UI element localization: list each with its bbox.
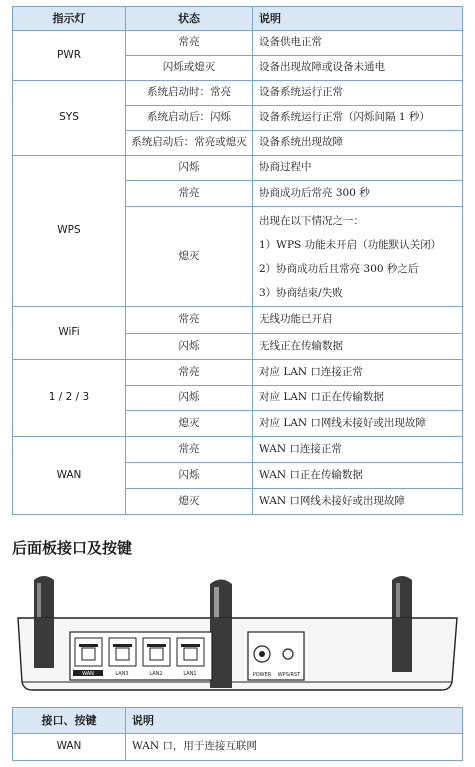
description-cell: 设备系统出现故障 — [253, 131, 463, 156]
state-cell: 闪烁 — [126, 156, 253, 181]
state-cell: 闪烁或熄灭 — [126, 56, 253, 81]
wan-port — [75, 638, 102, 666]
button-label-power: POWER — [252, 672, 272, 678]
state-cell: 闪烁 — [126, 386, 253, 411]
led-indicator-table — [12, 6, 463, 515]
description-cell: WAN 口正在传输数据 — [253, 463, 463, 489]
description-cell: 无线功能已开启 — [253, 307, 463, 334]
port-label-lan3: LAN3 — [115, 671, 129, 677]
port-button-table — [12, 707, 463, 761]
note-line: 出现在以下情况之一： — [259, 214, 364, 227]
state-cell: 常亮 — [126, 437, 253, 463]
description-cell: 协商成功后常亮 300 秒 — [253, 181, 463, 207]
state-cell: 系统启动后：闪烁 — [126, 106, 253, 131]
indicator-wifi: WiFi — [13, 307, 126, 360]
description-cell — [253, 207, 463, 307]
description-cell: 设备出现故障或设备未通电 — [253, 56, 463, 81]
section-title-rear-panel: 后面板接口及按键 — [12, 539, 133, 557]
indicator-pwr: PWR — [13, 31, 126, 81]
table-row — [13, 307, 463, 334]
description-cell: 对应 LAN 口正在传输数据 — [253, 386, 463, 411]
header-state: 状态 — [126, 7, 253, 31]
table-row — [13, 31, 463, 56]
state-cell: 熄灭 — [126, 207, 253, 307]
port-name-cell: WAN — [13, 734, 126, 761]
lan1-port — [177, 638, 204, 666]
state-cell: 常亮 — [126, 31, 253, 56]
lan3-port — [109, 638, 136, 666]
wps-rst-button — [283, 649, 293, 659]
table-row — [13, 437, 463, 463]
state-cell: 常亮 — [126, 181, 253, 207]
state-cell: 系统启动时：常亮 — [126, 81, 253, 106]
state-cell: 闪烁 — [126, 463, 253, 489]
header-port-button: 接口、按键 — [13, 708, 126, 734]
state-cell: 熄灭 — [126, 411, 253, 437]
description-cell: 对应 LAN 口连接正常 — [253, 360, 463, 386]
table-row — [13, 360, 463, 386]
router-rear-panel-illustration — [12, 570, 463, 705]
table-header-row — [13, 708, 463, 734]
state-cell: 常亮 — [126, 360, 253, 386]
port-label-lan1: LAN1 — [183, 671, 197, 677]
description-cell: 无线正在传输数据 — [253, 334, 463, 360]
lan2-port — [143, 638, 170, 666]
indicator-sys: SYS — [13, 81, 126, 156]
state-cell: 熄灭 — [126, 489, 253, 515]
description-cell: WAN 口网线未接好或出现故障 — [253, 489, 463, 515]
indicator-wps: WPS — [13, 156, 126, 307]
table-row — [13, 81, 463, 106]
description-cell: 设备供电正常 — [253, 31, 463, 56]
table-header-row — [13, 7, 463, 31]
header-port-description: 说明 — [126, 708, 463, 734]
button-label-wps-rst: WPS/RST — [277, 672, 301, 678]
indicator-lan: 1 / 2 / 3 — [13, 360, 126, 437]
table-row — [13, 156, 463, 181]
header-description: 说明 — [253, 7, 463, 31]
port-label-wan: WAN — [82, 671, 94, 677]
state-cell: 闪烁 — [126, 334, 253, 360]
note-line: 3）协商结束/失败 — [259, 286, 343, 299]
header-indicator: 指示灯 — [13, 7, 126, 31]
state-cell: 系统启动后：常亮或熄灭 — [126, 131, 253, 156]
note-line: 1）WPS 功能未开启（功能默认关闭） — [259, 238, 442, 251]
description-cell: 设备系统运行正常 — [253, 81, 463, 106]
description-cell: 对应 LAN 口网线未接好或出现故障 — [253, 411, 463, 437]
state-cell: 常亮 — [126, 307, 253, 334]
note-line: 2）协商成功后且常亮 300 秒之后 — [259, 262, 419, 275]
table-row — [13, 734, 463, 761]
indicator-wan: WAN — [13, 437, 126, 515]
description-cell: 设备系统运行正常（闪烁间隔 1 秒） — [253, 106, 463, 131]
port-label-lan2: LAN2 — [149, 671, 163, 677]
description-cell: WAN 口连接正常 — [253, 437, 463, 463]
description-cell: 协商过程中 — [253, 156, 463, 181]
port-description-cell: WAN 口，用于连接互联网 — [126, 734, 463, 761]
